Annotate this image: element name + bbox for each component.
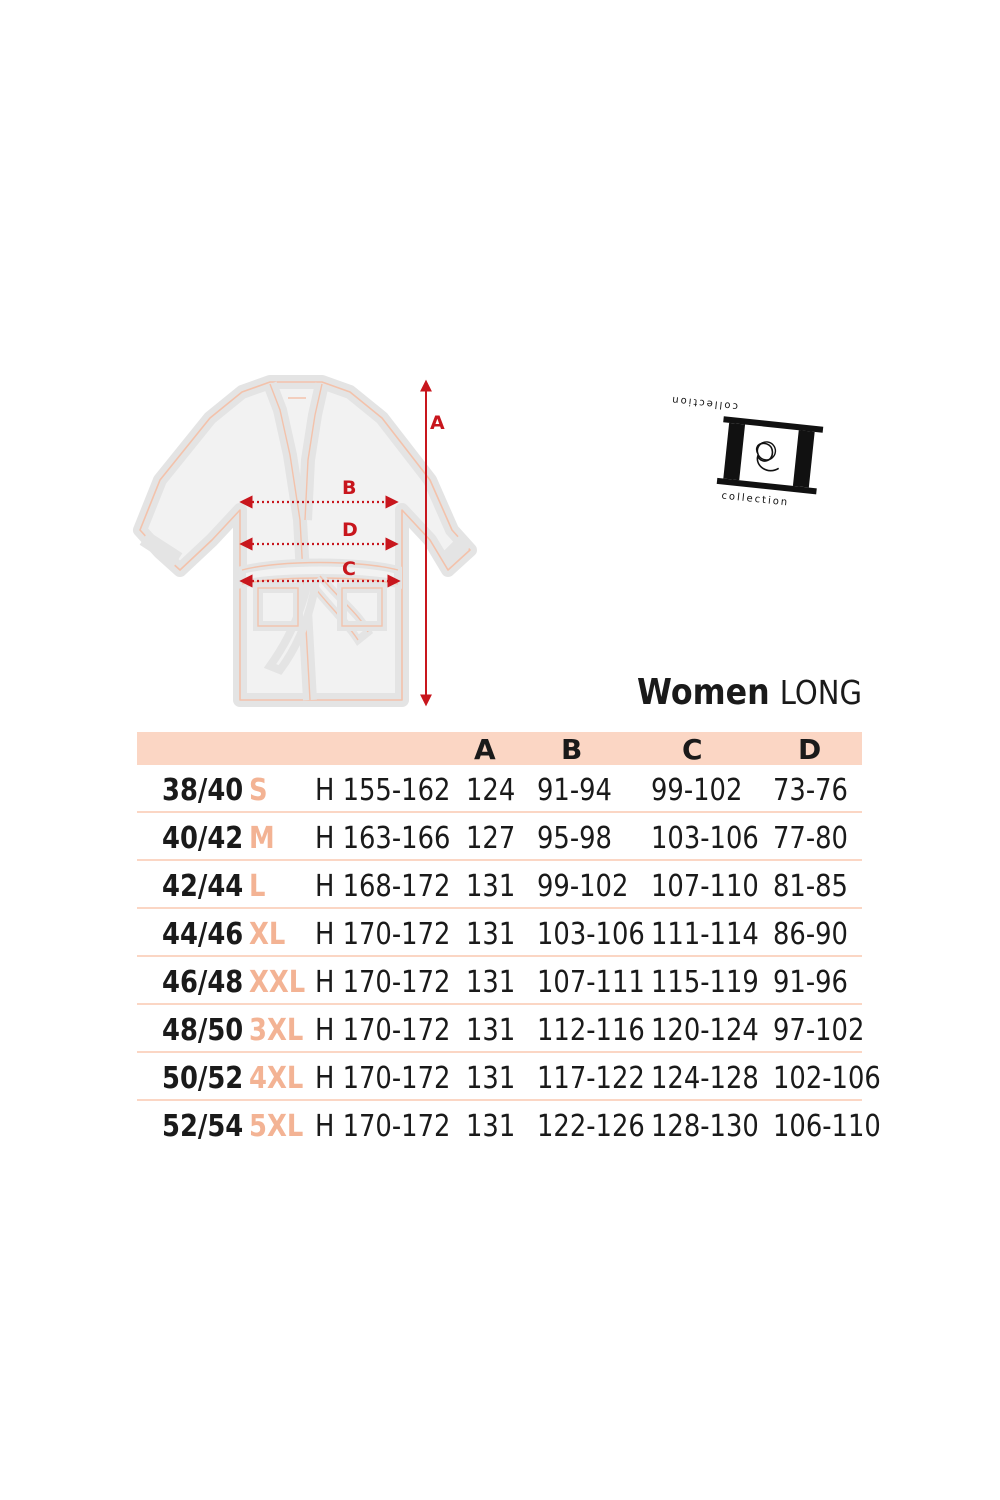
measure-d: 91-96 xyxy=(773,965,848,1000)
measure-a: 127 xyxy=(466,821,516,856)
height-range: H 168-172 xyxy=(315,869,451,904)
size-label: 3XL xyxy=(249,1013,304,1048)
size-table xyxy=(137,732,881,1147)
label-b: B xyxy=(342,477,357,499)
measure-a: 131 xyxy=(466,1013,516,1048)
measure-b: 112-116 xyxy=(537,1013,645,1048)
height-range: H 155-162 xyxy=(315,773,451,808)
measure-a: 124 xyxy=(466,773,516,808)
li-collection-logo-icon xyxy=(669,393,835,515)
measure-c: 107-110 xyxy=(651,869,759,904)
measure-d: 81-85 xyxy=(773,869,848,904)
measure-b: 91-94 xyxy=(537,773,612,808)
title-women: Women xyxy=(637,672,770,713)
measure-c: 128-130 xyxy=(651,1109,759,1144)
measure-a: 131 xyxy=(466,917,516,952)
height-range: H 170-172 xyxy=(315,917,451,952)
size-label: XXL xyxy=(249,965,306,1000)
eu-size: 44/46 xyxy=(162,917,244,952)
height-range: H 170-172 xyxy=(315,1109,451,1144)
size-label: XL xyxy=(249,917,286,952)
logo-text-top: collection xyxy=(669,393,739,412)
measure-d: 106-110 xyxy=(773,1109,881,1144)
measure-c: 99-102 xyxy=(651,773,743,808)
size-label: M xyxy=(249,821,275,856)
eu-size: 40/42 xyxy=(162,821,244,856)
eu-size: 46/48 xyxy=(162,965,244,1000)
measure-b: 122-126 xyxy=(537,1109,645,1144)
size-label: S xyxy=(249,773,268,808)
height-range: H 170-172 xyxy=(315,1013,451,1048)
height-range: H 163-166 xyxy=(315,821,451,856)
table-row xyxy=(137,1101,881,1147)
table-row xyxy=(137,1053,881,1101)
measure-b: 103-106 xyxy=(537,917,645,952)
table-row xyxy=(137,1005,865,1053)
size-label: L xyxy=(249,869,266,904)
eu-size: 38/40 xyxy=(162,773,244,808)
measure-c: 103-106 xyxy=(651,821,759,856)
column-header-a: A xyxy=(474,733,496,766)
label-d: D xyxy=(342,519,358,541)
label-c: C xyxy=(342,558,356,580)
table-row xyxy=(137,813,862,861)
measure-b: 107-111 xyxy=(537,965,645,1000)
eu-size: 50/52 xyxy=(162,1061,244,1096)
measure-c: 111-114 xyxy=(651,917,759,952)
eu-size: 42/44 xyxy=(162,869,244,904)
measure-d: 102-106 xyxy=(773,1061,881,1096)
measure-d: 77-80 xyxy=(773,821,848,856)
measure-a: 131 xyxy=(466,869,516,904)
chart-title xyxy=(631,668,862,718)
column-header-c: C xyxy=(682,733,703,766)
table-header xyxy=(137,732,862,765)
table-row xyxy=(137,765,862,813)
table-body xyxy=(137,765,881,1147)
eu-size: 48/50 xyxy=(162,1013,244,1048)
measure-c: 124-128 xyxy=(651,1061,759,1096)
column-header-b: B xyxy=(561,733,583,766)
table-row xyxy=(137,957,862,1005)
logo-text-bottom: collection xyxy=(720,490,790,509)
measure-a: 131 xyxy=(466,1109,516,1144)
measure-c: 120-124 xyxy=(651,1013,759,1048)
label-a: A xyxy=(430,412,445,434)
height-range: H 170-172 xyxy=(315,965,451,1000)
height-range: H 170-172 xyxy=(315,1061,451,1096)
column-header-d: D xyxy=(798,733,822,766)
size-label: 5XL xyxy=(249,1109,304,1144)
measure-c: 115-119 xyxy=(651,965,759,1000)
measure-d: 86-90 xyxy=(773,917,848,952)
title-long: LONG xyxy=(779,673,862,712)
table-row xyxy=(137,909,862,957)
brand-logo xyxy=(669,393,835,515)
size-label: 4XL xyxy=(249,1061,304,1096)
measure-a: 131 xyxy=(466,965,516,1000)
bathrobe-outline-icon xyxy=(130,370,460,715)
measure-d: 73-76 xyxy=(773,773,848,808)
measure-b: 95-98 xyxy=(537,821,612,856)
measure-b: 99-102 xyxy=(537,869,629,904)
bathrobe-diagram xyxy=(130,370,460,715)
measure-a: 131 xyxy=(466,1061,516,1096)
table-row xyxy=(137,861,862,909)
measure-b: 117-122 xyxy=(537,1061,645,1096)
eu-size: 52/54 xyxy=(162,1109,244,1144)
measure-d: 97-102 xyxy=(773,1013,865,1048)
